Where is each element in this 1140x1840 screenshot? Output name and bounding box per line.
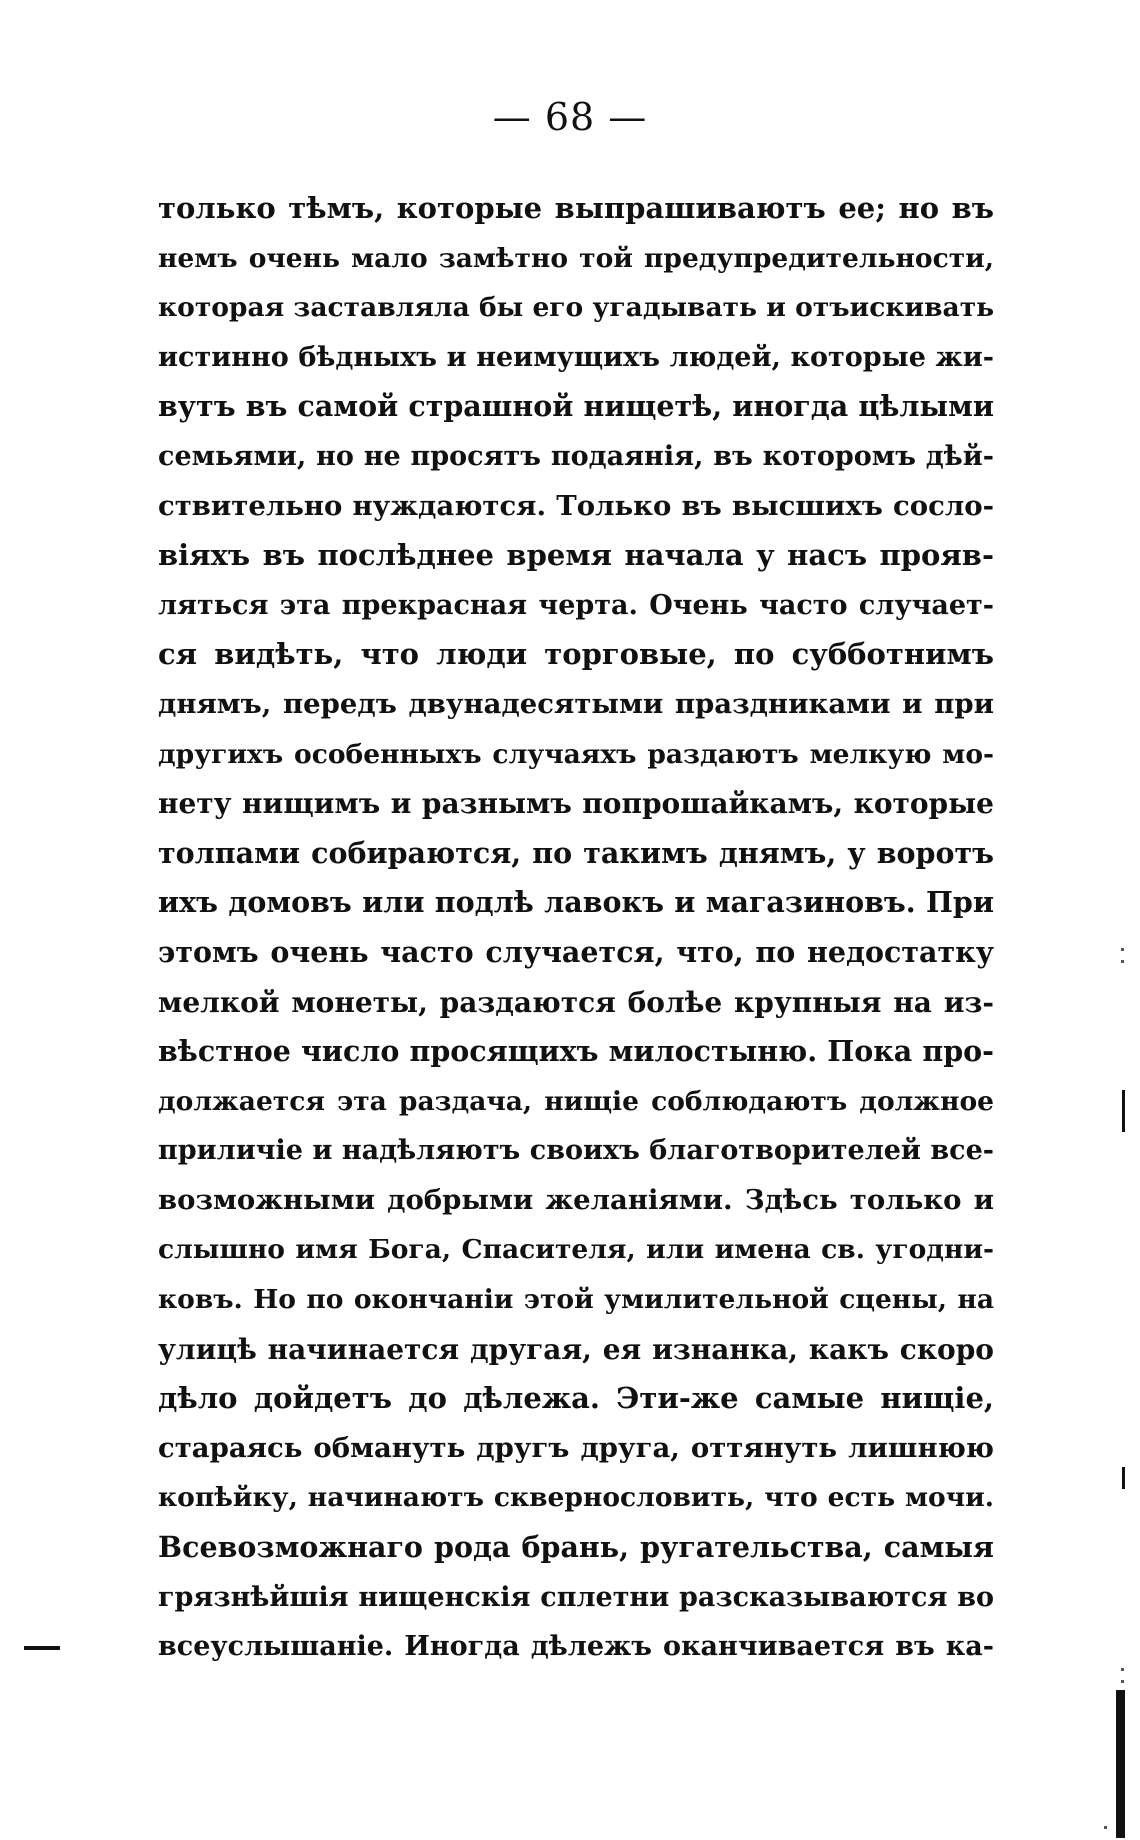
text-line: дѣло дойдетъ до дѣлежа. Эти-же самые нищіе, <box>158 1381 994 1416</box>
text-line: стараясь обмануть другъ друга, оттянуть лишнюю <box>158 1431 994 1464</box>
text-line: возможными добрыми желаніями. Здѣсь только и <box>158 1183 994 1216</box>
scan-artifact-right-mark <box>1122 1467 1125 1489</box>
scan-artifact-dot <box>1121 960 1124 963</box>
text-line: должается эта раздача, нищіе соблюдаютъ должное <box>158 1085 994 1117</box>
text-line: которая заставляла бы его угадывать и отъискивать <box>158 292 994 324</box>
text-line: семьями, но не просятъ подаянія, въ которомъ дѣй- <box>158 440 994 472</box>
text-line: ся видѣть, что люди торговые, по субботнимъ <box>158 637 994 672</box>
text-line: нету нищимъ и разнымъ попрошайкамъ, которые <box>158 787 994 821</box>
text-line: немъ очень мало замѣтно той предупредительности, <box>158 242 994 274</box>
scan-artifact-right-edge <box>1116 1690 1125 1838</box>
text-line: днямъ, передъ двунадесятыми праздниками и при <box>158 687 994 720</box>
text-line: толпами собираются, по такимъ днямъ, у воротъ <box>158 835 994 870</box>
scan-artifact-dot <box>1121 1668 1124 1671</box>
text-line: всеуслышаніе. Иногда дѣлежъ оканчивается въ ка- <box>158 1631 994 1663</box>
text-line: только тѣмъ, которые выпрашиваютъ ее; но въ <box>158 191 994 225</box>
text-line: ихъ домовъ или подлѣ лавокъ и магазиновъ. При <box>158 885 994 920</box>
text-line: ковъ. Но по окончаніи этой умилительной сцены, на <box>158 1284 994 1316</box>
page-number: — 68 — <box>492 95 648 139</box>
text-line: слышно имя Бога, Спасителя, или имена св. угодни- <box>158 1234 994 1266</box>
body-text <box>158 184 994 1672</box>
text-line: ляться эта прекрасная черта. Очень часто случает- <box>158 589 994 621</box>
text-line: ствительно нуждаются. Только въ высшихъ сосло- <box>158 489 994 522</box>
text-line: мелкой монеты, раздаются болѣе крупныя на из- <box>158 985 994 1019</box>
text-line: грязнѣйшія нищенскія сплетни разсказываются во <box>158 1581 994 1613</box>
text-line: віяхъ въ послѣднее время начала у насъ прояв- <box>158 538 994 573</box>
text-line: копѣйку, начинаютъ сквернословить, что есть мочи. <box>158 1482 994 1514</box>
text-line: этомъ очень часто случается, что, по недостатку <box>158 934 994 969</box>
text-line: другихъ особенныхъ случаяхъ раздаютъ мелкую мо- <box>158 738 994 770</box>
scan-artifact-dot <box>1121 948 1124 951</box>
text-line: приличіе и надѣляютъ своихъ благотворителей все- <box>158 1135 994 1167</box>
text-line: истинно бѣдныхъ и неимущихъ людей, которые жи- <box>158 341 994 373</box>
text-line: вѣстное число просящихъ милостыню. Пока про- <box>158 1034 994 1069</box>
scan-artifact-left-dash <box>24 1646 60 1650</box>
scan-artifact-dot <box>1104 1826 1107 1829</box>
scan-artifact-right-mark <box>1122 1090 1125 1132</box>
text-line: Всевозможнаго рода брань, ругательства, самыя <box>158 1530 994 1565</box>
text-line: вутъ въ самой страшной нищетѣ, иногда цѣлыми <box>158 389 994 424</box>
scan-artifact-dot <box>1121 1680 1124 1683</box>
text-line: улицѣ начинается другая, ея изнанка, какъ скоро <box>158 1332 994 1366</box>
